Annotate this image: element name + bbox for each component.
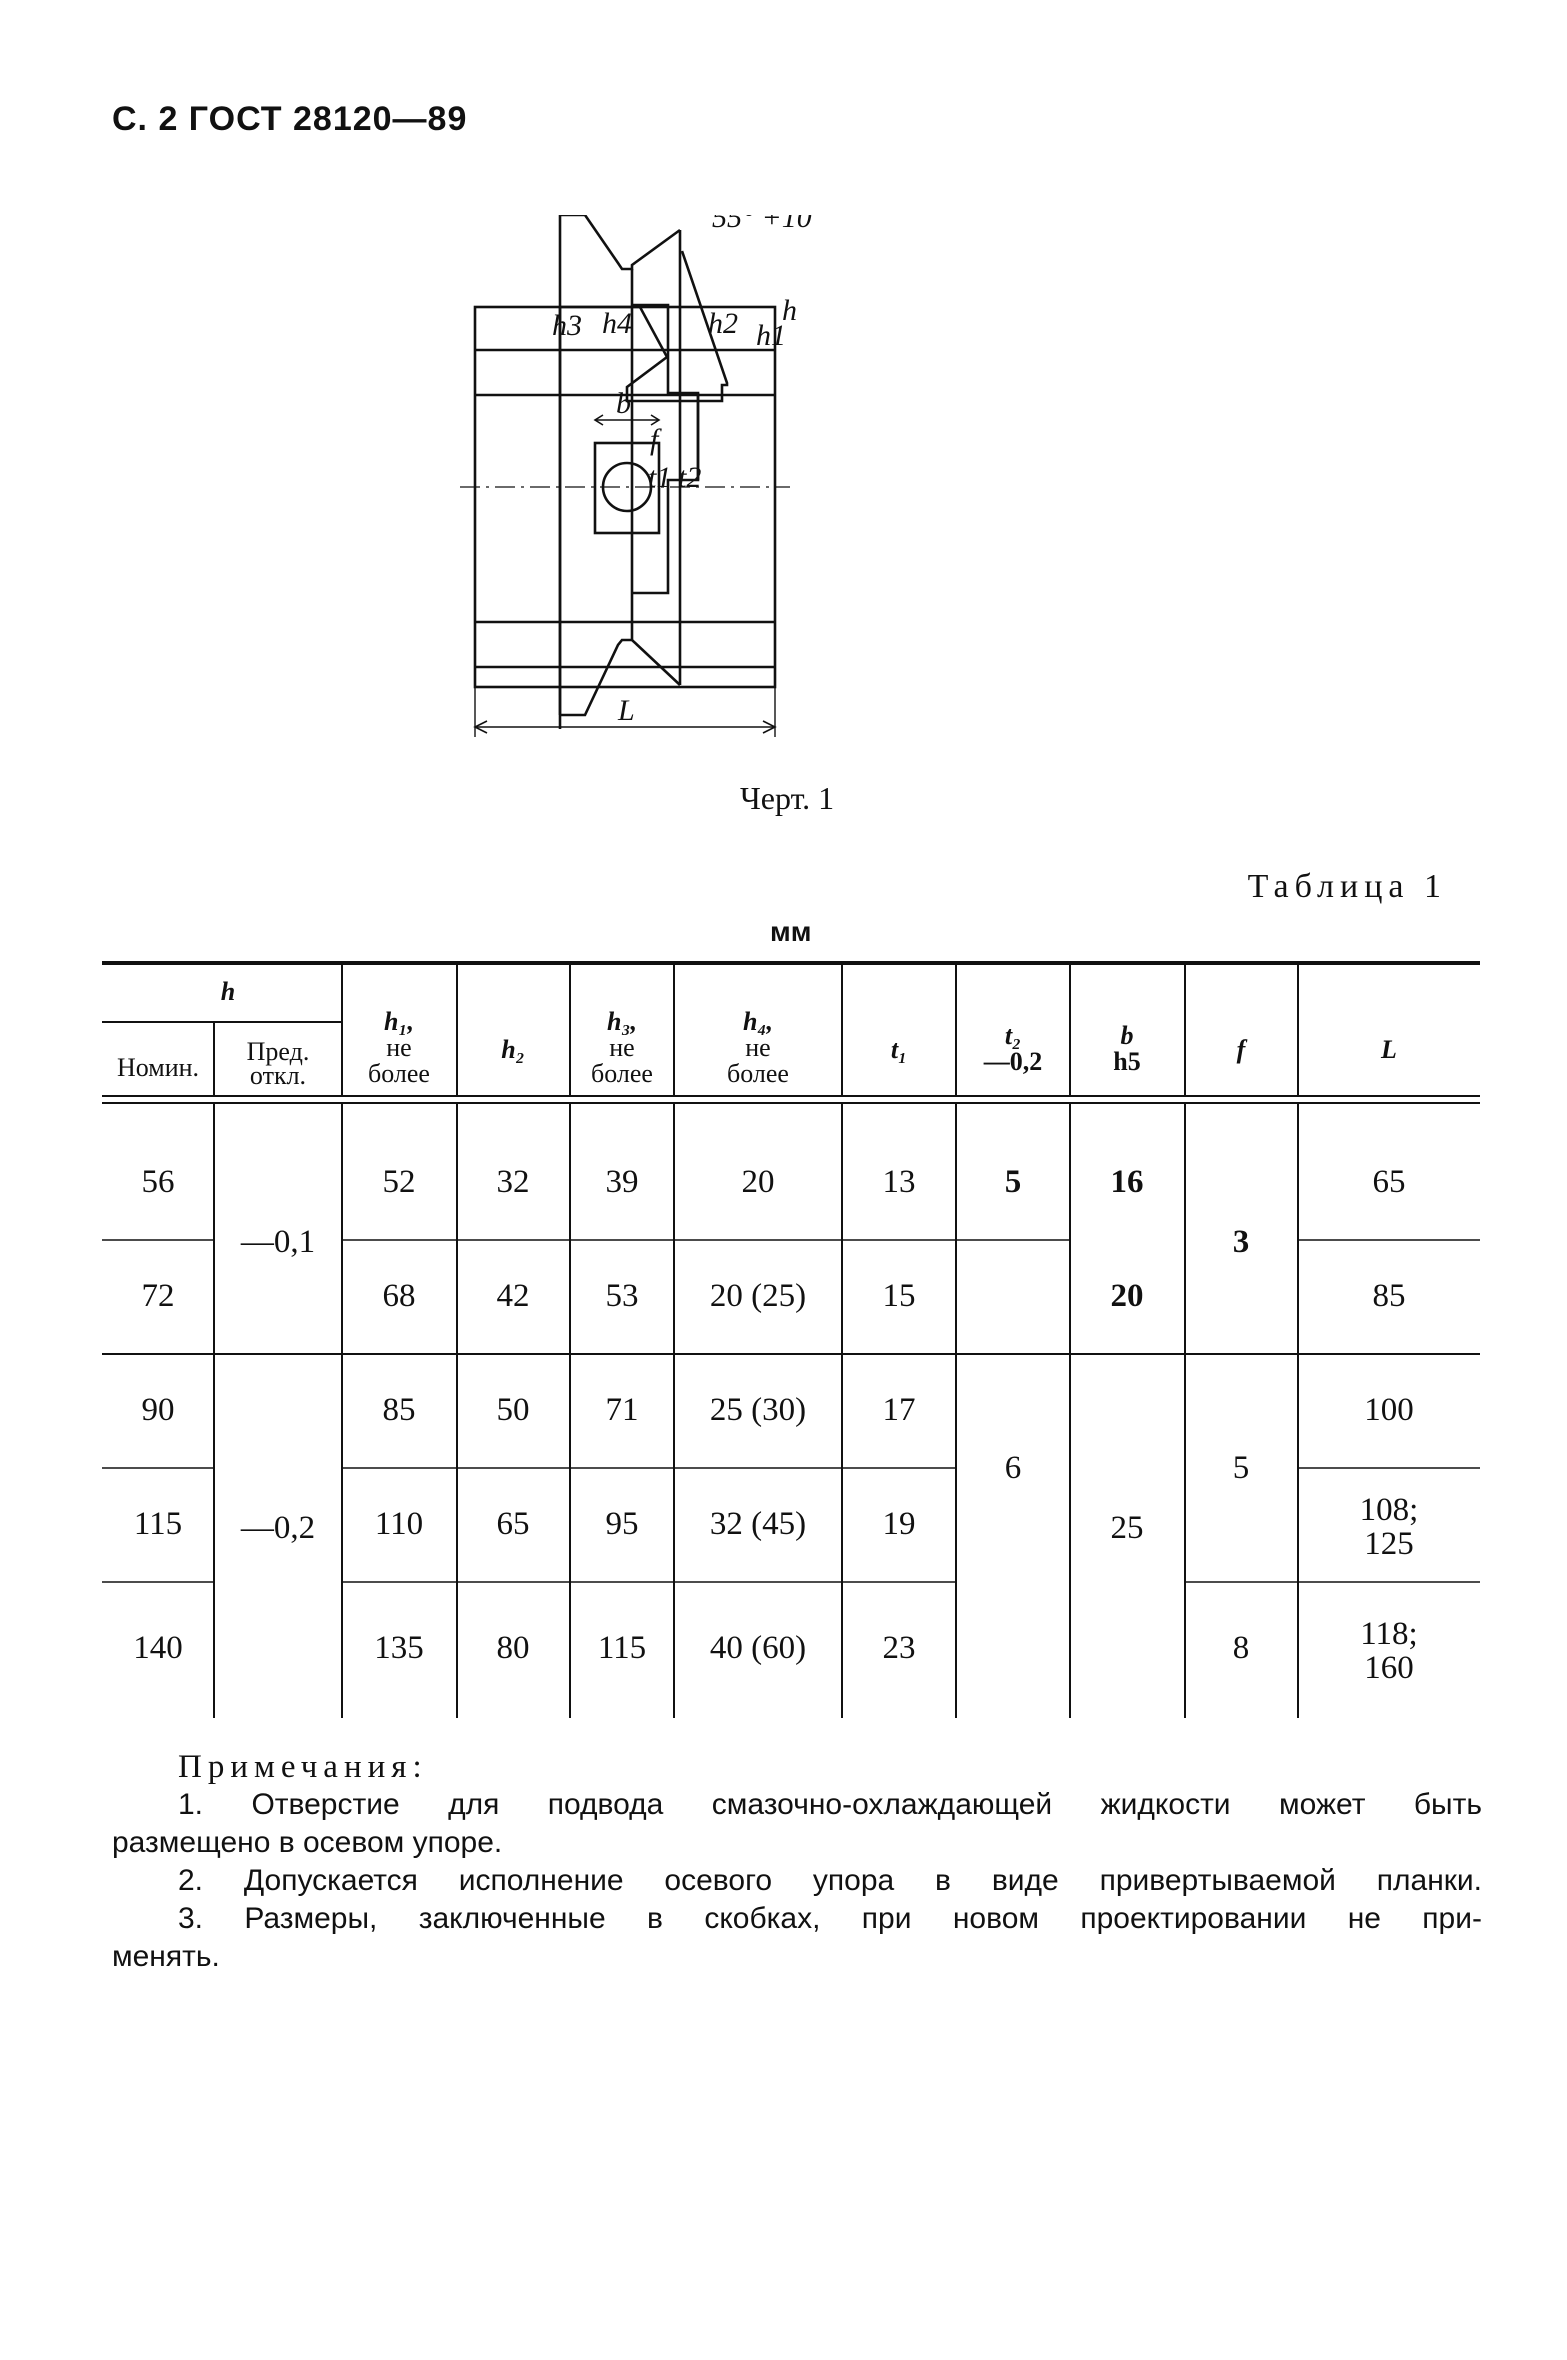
dimension-table bbox=[102, 958, 1480, 1718]
row5-L-2: 160 bbox=[1364, 1650, 1414, 1686]
merged-f-b: 5 bbox=[1232, 1450, 1250, 1486]
dim-h-label: h bbox=[782, 294, 797, 327]
row2-h3: 53 bbox=[605, 1278, 639, 1314]
row3-h3: 71 bbox=[605, 1392, 639, 1428]
hdr-h3-sym: h₃, bbox=[606, 1007, 638, 1036]
dim-L-label: L bbox=[618, 694, 635, 727]
row2-h2: 42 bbox=[496, 1278, 530, 1314]
table-svg bbox=[102, 958, 1480, 1718]
row4-L-2: 125 bbox=[1364, 1526, 1414, 1562]
hdr-L-sym: L bbox=[1381, 1035, 1397, 1064]
row2-h-nom: 72 bbox=[141, 1278, 175, 1314]
hdr-h4-ne: не bbox=[745, 1033, 771, 1062]
row2-h1: 68 bbox=[382, 1278, 416, 1314]
merged-dev-a: —0,1 bbox=[240, 1224, 316, 1260]
note-1-line-1: 1. Отверстие для подвода смазочно-охлаждающей жидкости может быть bbox=[178, 1788, 1482, 1821]
row4-h-nom: 115 bbox=[133, 1506, 183, 1542]
dim-h3-label: h3 bbox=[552, 309, 582, 342]
row4-t1: 19 bbox=[882, 1506, 916, 1542]
row4-h1: 110 bbox=[374, 1506, 424, 1542]
row4-h2: 65 bbox=[496, 1506, 530, 1542]
page-header: С. 2 ГОСТ 28120—89 bbox=[112, 100, 468, 138]
row4-h4: 32 (45) bbox=[709, 1506, 807, 1542]
row2-h4: 20 (25) bbox=[709, 1278, 807, 1314]
hdr-h2-sym: h₂ bbox=[501, 1035, 525, 1064]
hdr-b-tol: h5 bbox=[1113, 1047, 1141, 1076]
merged-dev-b: —0,2 bbox=[240, 1510, 316, 1546]
row5-t1: 23 bbox=[882, 1630, 916, 1666]
row5-h-nom: 140 bbox=[133, 1630, 183, 1666]
row1-t2: 5 bbox=[1004, 1164, 1022, 1200]
merged-f-c: 8 bbox=[1232, 1630, 1250, 1666]
row5-h3: 115 bbox=[597, 1630, 647, 1666]
row2-b: 20 bbox=[1110, 1278, 1144, 1314]
note-3-line-2: менять. bbox=[112, 1940, 220, 1973]
dim-h4-label: h4 bbox=[602, 307, 632, 340]
hdr-h4-sym: h₄, bbox=[742, 1007, 774, 1036]
hdr-h-dev-1: Пред. bbox=[246, 1037, 310, 1066]
table-title: Таблица 1 bbox=[1247, 868, 1447, 905]
hdr-b-sym: b bbox=[1120, 1021, 1134, 1050]
row5-h4: 40 (60) bbox=[709, 1630, 807, 1666]
row1-h4: 20 bbox=[741, 1164, 775, 1200]
row2-L: 85 bbox=[1372, 1278, 1406, 1314]
front-view-outline bbox=[475, 307, 775, 687]
note-1-line-2: размещено в осевом упоре. bbox=[112, 1826, 503, 1859]
row1-h-nom: 56 bbox=[141, 1164, 175, 1200]
row1-t1: 13 bbox=[882, 1164, 916, 1200]
row2-t1: 15 bbox=[882, 1278, 916, 1314]
row5-h2: 80 bbox=[496, 1630, 530, 1666]
hdr-t2-tol: —0,2 bbox=[983, 1047, 1043, 1076]
row5-L-1: 118; bbox=[1360, 1616, 1418, 1652]
hdr-h-nom: Номин. bbox=[116, 1053, 200, 1082]
merged-b-rest: 25 bbox=[1110, 1510, 1144, 1546]
row3-h4: 25 (30) bbox=[709, 1392, 807, 1428]
notes-block bbox=[112, 1748, 1482, 1976]
technical-drawing bbox=[440, 215, 1180, 755]
row3-h2: 50 bbox=[496, 1392, 530, 1428]
hdr-h3-bolee: более bbox=[591, 1059, 653, 1088]
row3-t1: 17 bbox=[882, 1392, 916, 1428]
row1-L: 65 bbox=[1372, 1164, 1406, 1200]
hdr-h-dev-2: откл. bbox=[249, 1061, 307, 1090]
row1-h1: 52 bbox=[382, 1164, 416, 1200]
dim-h1-label: h1 bbox=[756, 319, 786, 352]
row4-L-1: 108; bbox=[1359, 1492, 1419, 1528]
merged-t2-rest: 6 bbox=[1004, 1450, 1022, 1486]
table-units: мм bbox=[770, 916, 812, 947]
drawing-svg bbox=[440, 215, 1180, 755]
row1-b: 16 bbox=[1110, 1164, 1144, 1200]
row4-h3: 95 bbox=[605, 1506, 639, 1542]
row1-h3: 39 bbox=[605, 1164, 639, 1200]
hdr-h3-ne: не bbox=[609, 1033, 635, 1062]
hdr-h-group: h bbox=[220, 977, 236, 1006]
note-2: 2. Допускается исполнение осевого упора в виде привертываемой планки. bbox=[178, 1864, 1482, 1897]
dim-h2-label: h2 bbox=[708, 307, 738, 340]
hdr-h1-bolee: более bbox=[368, 1059, 430, 1088]
hdr-f-sym: f bbox=[1236, 1035, 1246, 1064]
hdr-t1-sym: t₁ bbox=[890, 1035, 908, 1064]
row1-h2: 32 bbox=[496, 1164, 530, 1200]
angle-label: 55° +10' bbox=[712, 215, 819, 234]
row3-L: 100 bbox=[1364, 1392, 1414, 1428]
hdr-h1-ne: не bbox=[386, 1033, 412, 1062]
dim-f-label: f bbox=[650, 423, 659, 456]
hdr-t2-sym: t₂ bbox=[1004, 1021, 1022, 1050]
dim-b-label: b bbox=[616, 387, 631, 420]
hdr-h1-sym: h₁, bbox=[383, 1007, 415, 1036]
notes-title: Примечания: bbox=[178, 1749, 428, 1785]
drawing-caption: Черт. 1 bbox=[740, 780, 835, 816]
row3-h-nom: 90 bbox=[141, 1392, 175, 1428]
row3-h1: 85 bbox=[382, 1392, 416, 1428]
row5-h1: 135 bbox=[374, 1630, 424, 1666]
dim-t1-label: t1 bbox=[648, 461, 672, 494]
hdr-h4-bolee: более bbox=[727, 1059, 789, 1088]
side-view-profile bbox=[560, 251, 727, 401]
dim-t2-label: t2 bbox=[678, 461, 702, 494]
merged-f-a: 3 bbox=[1232, 1224, 1250, 1260]
note-3-line-1: 3. Размеры, заключенные в скобках, при новом проектировании не при- bbox=[178, 1902, 1482, 1935]
